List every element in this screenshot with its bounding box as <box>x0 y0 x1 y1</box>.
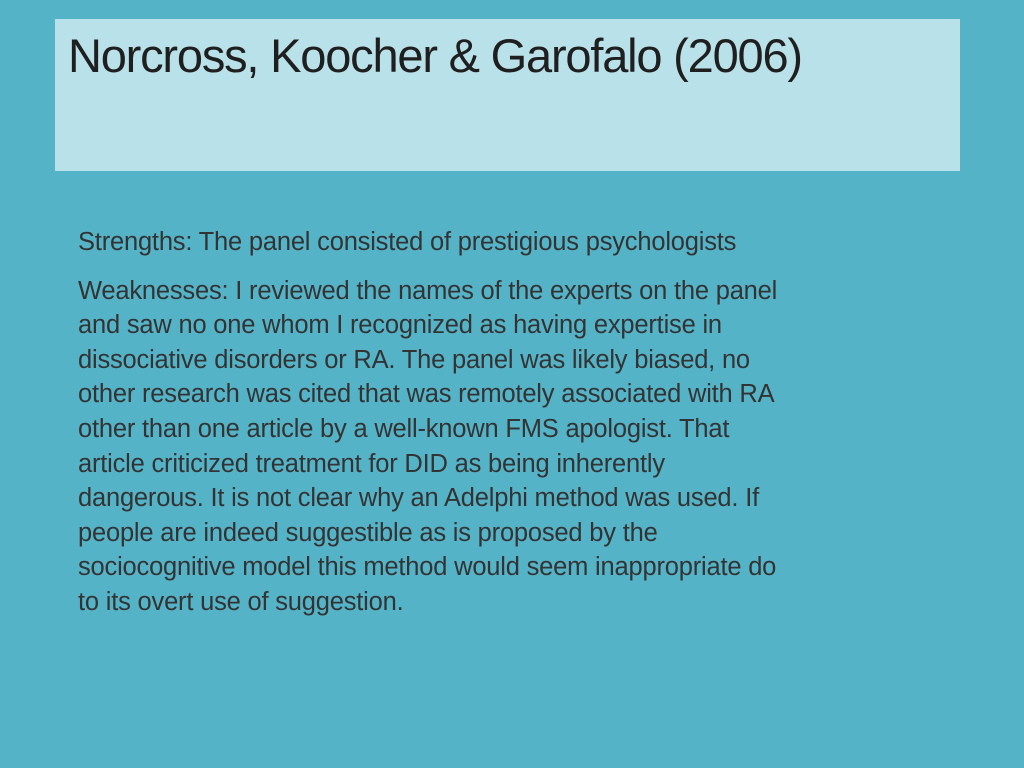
weaknesses-line: dissociative disorders or RA. The panel was likely biased, no <box>78 345 750 374</box>
weaknesses-paragraph <box>78 274 968 620</box>
weaknesses-line: people are indeed suggestible as is proposed by the <box>78 518 658 547</box>
weaknesses-line: other than one article by a well-known FMS apologist. That <box>78 414 730 443</box>
weaknesses-line: sociocognitive model this method would seem inappropriate do <box>78 553 777 582</box>
weaknesses-line: dangerous. It is not clear why an Adelphi method was used. If <box>78 484 759 513</box>
weaknesses-line: Weaknesses: I reviewed the names of the experts on the panel <box>78 276 778 305</box>
weaknesses-line: other research was cited that was remotely associated with RA <box>78 380 775 409</box>
slide-title: Norcross, Koocher & Garofalo (2006) <box>68 29 802 82</box>
strengths-text: Strengths: The panel consisted of prestigious psychologists <box>78 228 737 256</box>
weaknesses-line: to its overt use of suggestion. <box>78 587 404 616</box>
weaknesses-line: and saw no one whom I recognized as having expertise in <box>78 311 722 340</box>
slide-body <box>78 225 968 620</box>
title-box <box>55 19 960 171</box>
strengths-paragraph <box>78 225 968 260</box>
weaknesses-line: article criticized treatment for DID as being inherently <box>78 449 665 478</box>
